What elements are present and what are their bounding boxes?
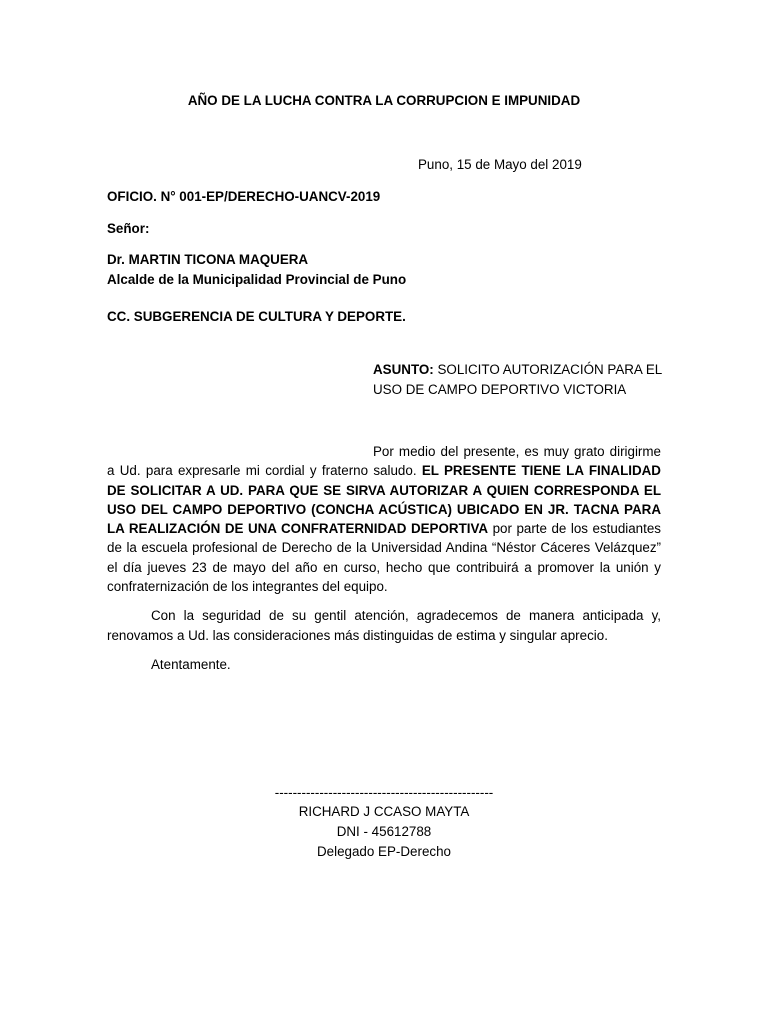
salutation: Señor:	[107, 221, 150, 236]
recipient-position: Alcalde de la Municipalidad Provincial de Puno	[107, 272, 407, 287]
body-paragraph-1	[107, 442, 661, 596]
signer-role: Delegado EP-Derecho	[317, 844, 451, 859]
oficio-number: OFICIO. N° 001-EP/DERECHO-UANCV-2019	[107, 189, 381, 204]
cc-line: CC. SUBGERENCIA DE CULTURA Y DEPORTE.	[107, 309, 406, 324]
signature-line: -------------------------------------------------	[274, 785, 494, 800]
body-details: por parte de los estudiantes de la escuela profesional de Derecho de la Universidad Andina “Néstor Cáceres Velázquez” el día jueves 23 de mayo del año en curso, hecho que contribuirá a promover la unión y confraternización de los integrantes del equipo.	[107, 521, 661, 595]
closing: Atentamente.	[151, 657, 231, 672]
signer-name: RICHARD J CCASO MAYTA	[298, 804, 470, 819]
date-line: Puno, 15 de Mayo del 2019	[418, 157, 582, 172]
signer-dni: DNI - 45612788	[336, 824, 432, 839]
recipient-name: Dr. MARTIN TICONA MAQUERA	[107, 252, 309, 267]
body-intro: Por medio del presente, es muy grato dirigirme a Ud. para expresarle mi cordial y fraterno saludo.	[107, 444, 661, 479]
subject-text: SOLICITO AUTORIZACIÓN PARA EL USO DE CAMPO DEPORTIVO VICTORIA	[373, 362, 662, 397]
subject-label: ASUNTO:	[373, 362, 434, 377]
body-request: EL PRESENTE TIENE LA FINALIDAD DE SOLICITAR A UD. PARA QUE SE SIRVA AUTORIZAR A QUIEN CORRESPONDA EL USO DEL CAMPO DEPORTIVO (CONCHA ACÚSTICA) UBICADO EN JR. TACNA PARA LA REALIZACIÓN DE UNA CONFRATERNIDAD DEPORTIVA	[107, 463, 661, 537]
body-paragraph-2: Con la seguridad de su gentil atención, agradecemos de manera anticipada y, renovamos a Ud. las consideraciones más distinguidas de estima y singular aprecio.	[107, 608, 661, 643]
document-title: AÑO DE LA LUCHA CONTRA LA CORRUPCION E IMPUNIDAD	[187, 93, 581, 108]
subject-block	[373, 360, 673, 400]
